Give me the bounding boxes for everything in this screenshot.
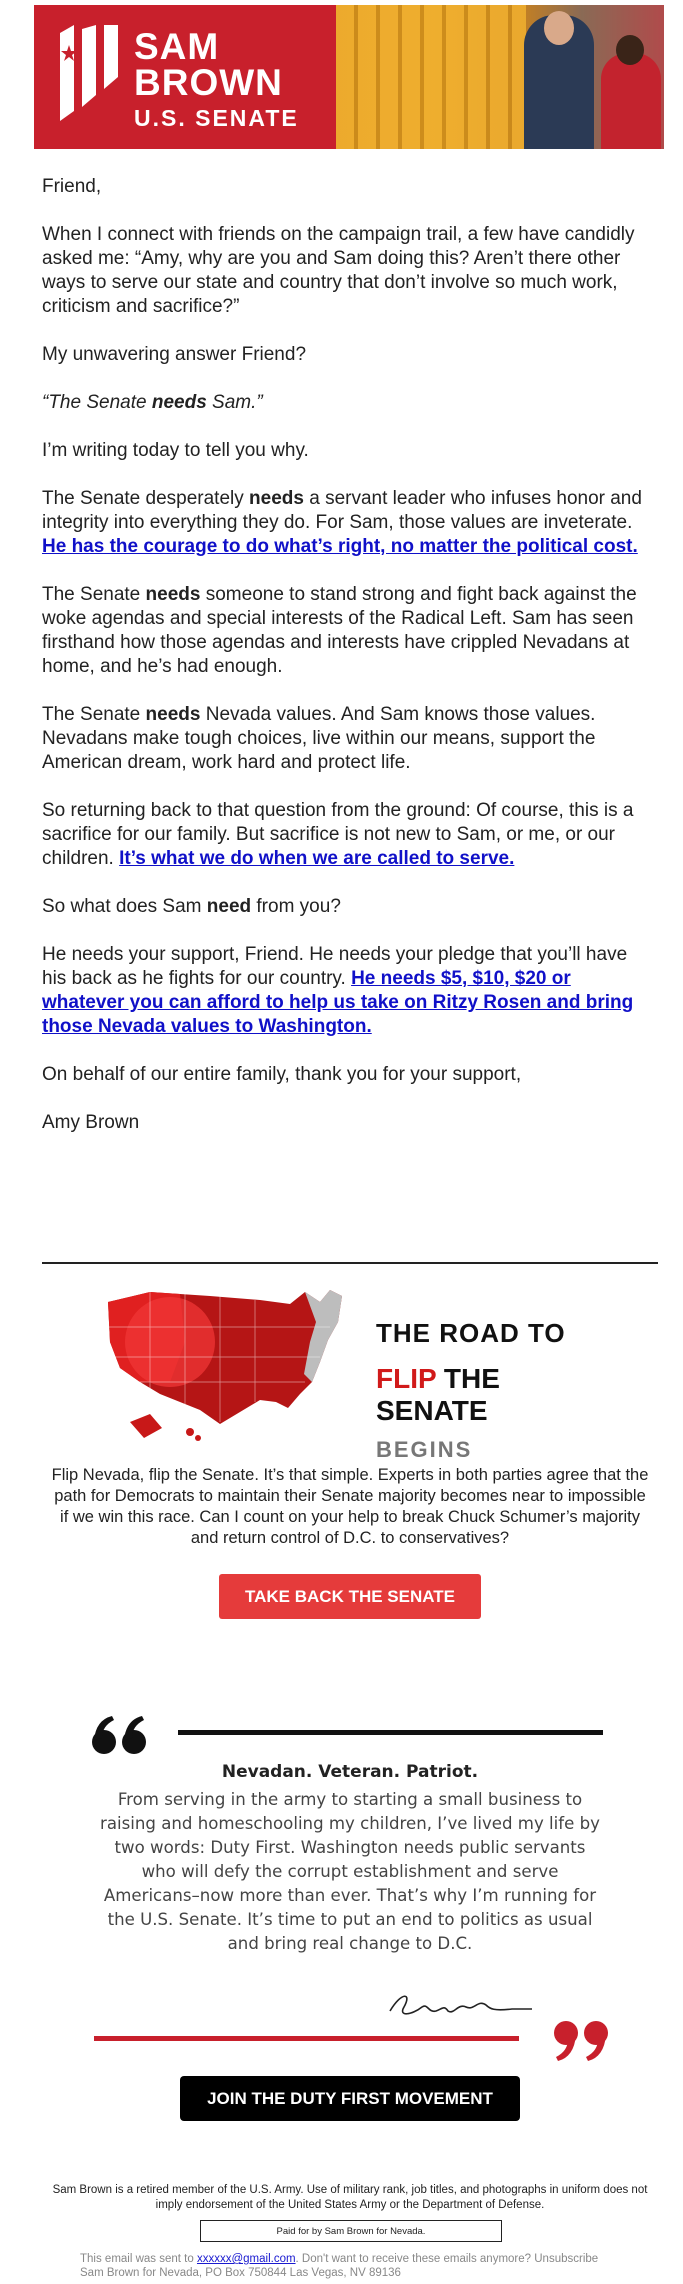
flip-senate-graphic[interactable] [90, 1282, 595, 1462]
p6-text: The Senate [42, 584, 146, 605]
p3-emphasis: needs [151, 392, 207, 413]
p6-emphasis: needs [145, 584, 201, 605]
p5-text: The Senate desperately [42, 488, 250, 509]
p9-text-end: from you? [251, 896, 341, 917]
paragraph-7 [42, 703, 652, 775]
paragraph-6 [42, 583, 652, 679]
paragraph-8 [42, 799, 652, 871]
spouse-figure [601, 53, 661, 149]
us-map-icon [90, 1282, 380, 1452]
spouse-head [616, 35, 644, 65]
signature-icon [382, 1985, 542, 2025]
road-line-2 [376, 1363, 606, 1427]
candidate-head [544, 11, 574, 45]
courage-link[interactable]: He has the courage to do what’s right, no matter the political cost. [42, 536, 638, 557]
signoff-name: Amy Brown [42, 1112, 140, 1133]
office-title: U.S. SENATE [134, 105, 299, 131]
flip-nevada-text: Flip Nevada, flip the Senate. It’s that simple. Experts in both parties agree that the path for Democrats to maintain their Senate majority becomes near to impossible if we win this race. Can I count on your help to break Chuck Schumer’s majority and return control of D.C. to conservatives? [51, 1466, 649, 1547]
p6-text-end: someone to stand strong and fight back against the woke agendas and special interests of the Radical Left. Sam has seen firsthand how those agendas and interests have crippled Nevadans at home, and he’s had enough. [42, 584, 637, 677]
p9-text: So what does Sam [42, 896, 207, 917]
close-quote-icon [550, 2015, 610, 2065]
paragraph-4: I’m writing today to tell you why. [42, 440, 309, 461]
p3-text-end: Sam.” [206, 392, 263, 413]
paragraph-5 [42, 487, 652, 559]
road-senate-word: SENATE [376, 1395, 488, 1426]
paragraph-1: When I connect with friends on the campaign trail, a few have candidly asked me: “Amy, why are you and Sam doing this? Aren’t there other ways to serve our state and country that don’t involve so much work, criticism and sacrifice?” [42, 224, 635, 317]
paragraph-3 [42, 391, 652, 415]
road-line-3: BEGINS [376, 1437, 473, 1462]
sent-to-text: This email was sent to [80, 2253, 197, 2265]
greeting: Friend, [42, 176, 102, 197]
paragraph-11: On behalf of our entire family, thank you for your support, [42, 1064, 522, 1085]
candidate-name [134, 26, 283, 103]
quote-bottom-rule [94, 2036, 519, 2041]
quote-body: From serving in the army to starting a small business to raising and homeschooling my children, I’ve lived my life by two words: Duty First. Washington needs public servants who will defy the corrupt establishment and serve Americans–now more than ever. That’s why I’m running for the U.S. Senate. It’s time to put an end to politics as usual and bring real change to D.C. [100, 1790, 600, 1953]
quote-title: Nevadan. Veteran. Patriot. [221, 1762, 479, 1782]
sent-to-line [80, 2252, 660, 2266]
paid-for-box: Paid for by Sam Brown for Nevada. [200, 2220, 502, 2242]
header-banner[interactable] [34, 5, 664, 149]
email-footer [80, 2252, 660, 2280]
unsubscribe-text[interactable]: . Don't want to receive these emails anymore? Unsubscribe [295, 2253, 599, 2265]
quote-top-rule [178, 1730, 603, 1735]
military-disclaimer: Sam Brown is a retired member of the U.S. Army. Use of military rank, job titles, and photographs in uniform does not imply endorsement of the United States Army or the Department of Defense. [52, 2184, 648, 2211]
p7-text: The Senate [42, 704, 146, 725]
open-quote-icon [90, 1712, 150, 1762]
join-duty-first-button[interactable]: JOIN THE DUTY FIRST MOVEMENT [180, 2076, 520, 2121]
section-divider [42, 1262, 658, 1264]
p3-text: “The Senate [42, 392, 152, 413]
road-to-flip-title [376, 1318, 606, 1463]
name-line-last: BROWN [134, 62, 283, 103]
letter-body [42, 175, 652, 1159]
p7-emphasis: needs [145, 704, 201, 725]
paragraph-9 [42, 895, 652, 919]
p9-emphasis: need [206, 896, 252, 917]
candidate-photo [336, 5, 664, 149]
p7-text-end: Nevada values. And Sam knows those values. Nevadans make tough choices, live within our means, support the American dream, work hard and protect life. [42, 704, 596, 773]
paragraph-2: My unwavering answer Friend? [42, 344, 307, 365]
road-flip-word: FLIP [376, 1363, 437, 1394]
fire-truck-image [336, 5, 526, 149]
take-back-senate-button[interactable]: TAKE BACK THE SENATE [219, 1574, 481, 1619]
p8-text: So returning back to that question from the ground: Of course, this is a sacrifice for our family. But sacrifice is not new to Sam, or me, or our children. [42, 800, 634, 869]
name-line-first: SAM [134, 26, 220, 67]
p10-text: He needs your support, Friend. He needs your pledge that you’ll have his back as he fights for our country. [42, 944, 628, 989]
called-to-serve-link[interactable]: It’s what we do when we are called to serve. [119, 848, 515, 869]
campaign-logo-icon [56, 25, 124, 123]
paragraph-10 [42, 943, 652, 1039]
p5-text-mid: a servant leader who infuses honor and integrity into everything they do. For Sam, those values are inveterate. [42, 488, 642, 533]
road-the-word: THE [436, 1363, 500, 1394]
mailing-address: Sam Brown for Nevada, PO Box 750844 Las Vegas, NV 89136 [80, 2267, 401, 2279]
recipient-email-link[interactable]: xxxxxx@gmail.com [196, 2253, 296, 2265]
road-line-1: THE ROAD TO [376, 1318, 566, 1348]
p5-emphasis: needs [249, 488, 304, 509]
donate-link[interactable]: He needs $5, $10, $20 or whatever you can afford to help us take on Ritzy Rosen and bring those Nevada values to Washington. [42, 968, 634, 1037]
